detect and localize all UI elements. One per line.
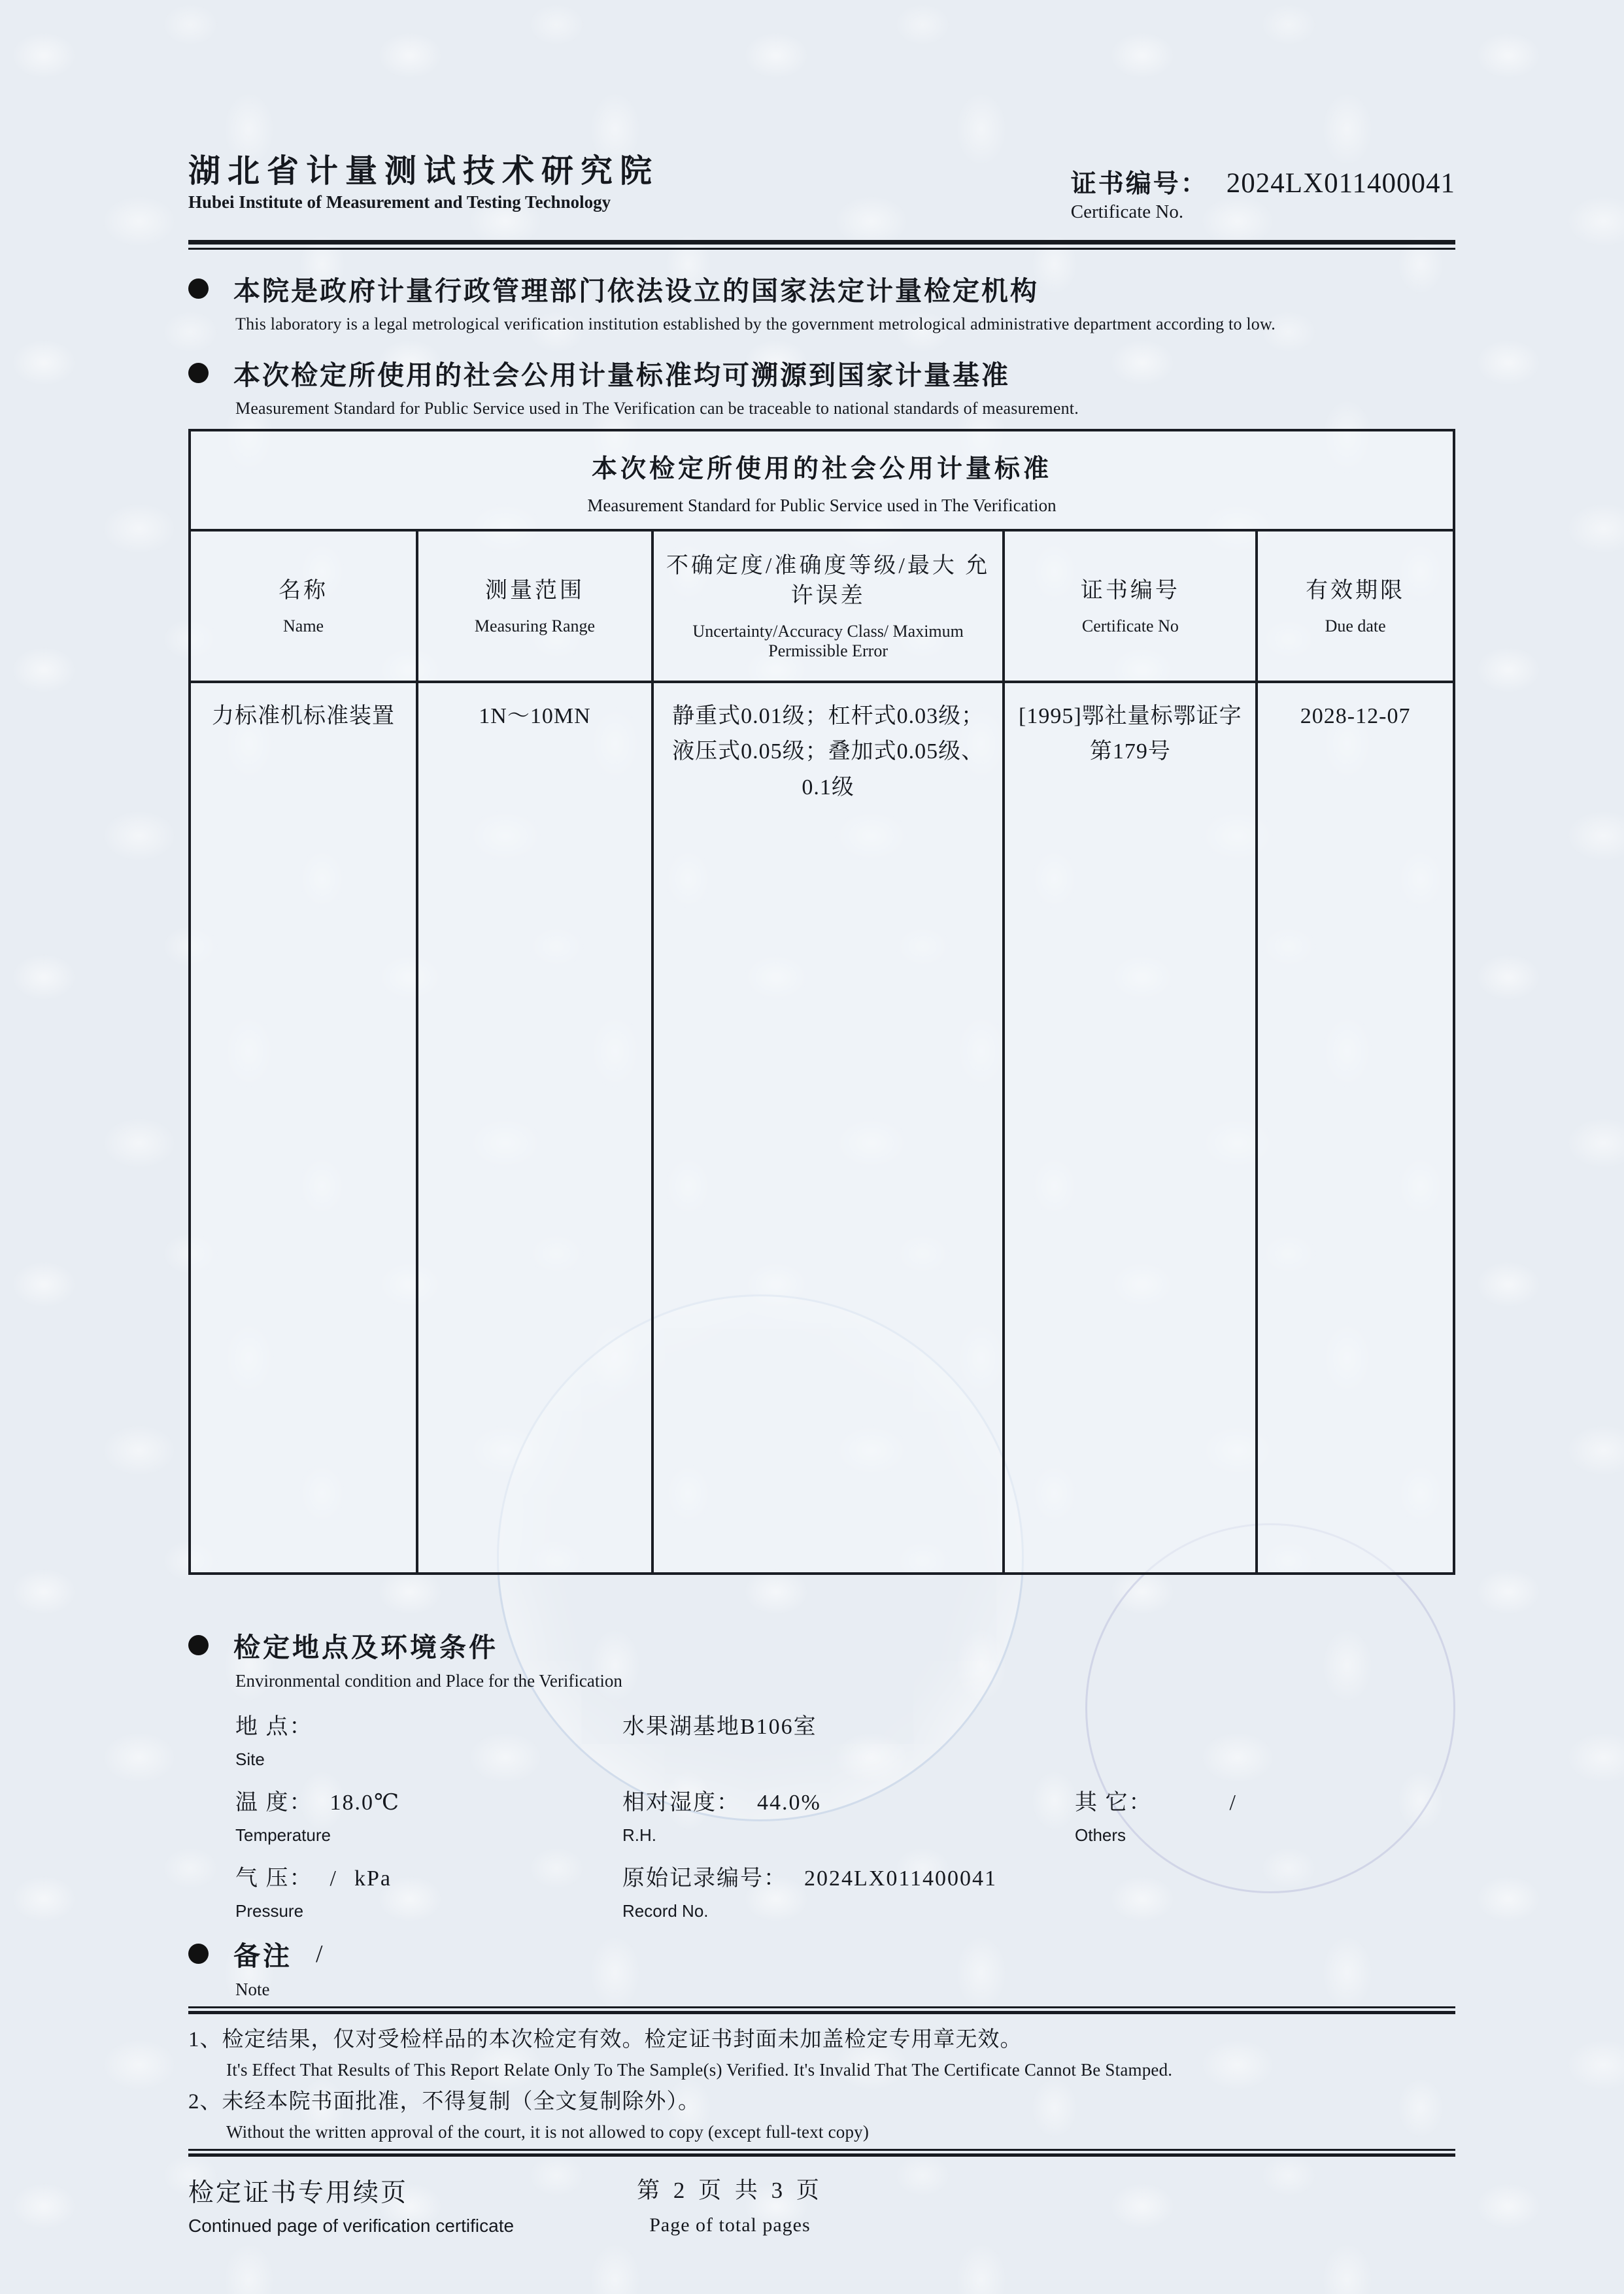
site-label-cn: 地 点： (235, 1715, 313, 1739)
environment-section-heading (188, 1626, 1455, 1664)
org-title-cn: 湖北省计量测试技术研究院 (188, 154, 660, 189)
footer-continued-block (188, 2172, 514, 2236)
footer-continued-en: Continued page of verification certificate (188, 2215, 515, 2236)
org-block (188, 154, 659, 212)
site-label-en: Site (235, 1749, 265, 1769)
site-value-wrap (622, 1708, 1455, 1770)
note-2-en: Without the written approval of the court, it is not allowed to copy (except full-text copy) (226, 2121, 870, 2142)
statement-legal-en: This laboratory is a legal metrological verification institution established by the government metrological administrative department according to low. (235, 314, 1276, 333)
table-title-en: Measurement Standard for Public Service used in The Verification (587, 496, 1057, 515)
column-header-uncertainty (652, 530, 1004, 682)
pressure-line (235, 1860, 622, 1892)
column-header-name-en: Name (283, 616, 324, 635)
column-header-duedate (1257, 530, 1454, 682)
temperature-value: 18.0℃ (330, 1791, 401, 1815)
table-header-row (190, 530, 1454, 682)
column-header-uncertainty-en: Uncertainty/Accuracy Class/ Maximum Permissible Error (692, 621, 964, 660)
column-header-certno (1004, 530, 1257, 682)
certificate-number-block (1071, 163, 1455, 223)
pressure-label-en: Pressure (235, 1901, 304, 1921)
environment-heading-en: Environmental condition and Place for the Verification (235, 1671, 622, 1691)
pressure-unit: kPa (354, 1866, 392, 1891)
header-divider (188, 240, 1455, 250)
pressure-field (235, 1860, 622, 1921)
remark-label-cn: 备注 (233, 1941, 292, 1971)
cell-due-date: 2028-12-07 (1257, 682, 1454, 1574)
remark-value: / (316, 1940, 323, 1968)
table-title-row (190, 430, 1454, 530)
column-header-range (417, 530, 652, 682)
notes-list (188, 2025, 1455, 2142)
cell-standard-name: 力标准机标准装置 (190, 682, 417, 1574)
humidity-label-en: R.H. (622, 1825, 656, 1845)
bullet-icon (188, 1944, 209, 1964)
temperature-field (235, 1784, 622, 1846)
footer-continued-cn: 检定证书专用续页 (188, 2178, 409, 2207)
pressure-label-cn: 气 压： (235, 1866, 313, 1891)
page-content (188, 0, 1455, 2236)
site-field (235, 1708, 622, 1770)
column-header-certno-en: Certificate No (1081, 616, 1179, 635)
pressure-value: / (330, 1866, 337, 1891)
column-header-range-cn: 测量范围 (484, 579, 584, 603)
certificate-number-label-en: Certificate No. (1070, 201, 1184, 222)
humidity-line (622, 1784, 1075, 1816)
column-header-uncertainty-cn: 不确定度/准确度等级/最大 允许误差 (666, 554, 990, 608)
footer (188, 2172, 1455, 2236)
statement-legal-cn: 本院是政府计量行政管理部门依法设立的国家法定计量检定机构 (233, 276, 1039, 306)
others-field (1075, 1784, 1455, 1846)
certificate-number-value: 2024LX011400041 (1226, 168, 1455, 199)
site-value: 水果湖基地B106室 (622, 1715, 817, 1739)
environment-heading-cn: 检定地点及环境条件 (233, 1632, 498, 1662)
remark-label-en: Note (235, 1980, 270, 1999)
humidity-value: 44.0% (757, 1791, 821, 1815)
record-value: 2024LX011400041 (804, 1866, 998, 1891)
statement-legal-cn-row (188, 269, 1455, 308)
others-line (1075, 1784, 1455, 1816)
page-number-en: Page of total pages (649, 2214, 811, 2236)
record-label-cn: 原始记录编号： (622, 1866, 787, 1891)
temperature-label-cn: 温 度： (235, 1791, 313, 1815)
record-label-en: Record No. (622, 1901, 709, 1921)
statement-traceable-en: Measurement Standard for Public Service used in The Verification can be traceable to national standards of measurement. (235, 399, 1079, 418)
remark-section (188, 1934, 1455, 1973)
bullet-icon (188, 278, 209, 299)
cell-certificate-no: [1995]鄂社量标鄂证字第179号 (1004, 682, 1257, 1574)
cell-uncertainty: 静重式0.01级；杠杆式0.03级；液压式0.05级；叠加式0.05级、0.1级 (652, 682, 1004, 1574)
org-title-en: Hubei Institute of Measurement and Testing Technology (188, 192, 611, 212)
table-row (190, 682, 1454, 1574)
humidity-field (622, 1784, 1075, 1846)
others-label-en: Others (1075, 1825, 1126, 1845)
table-title-cn: 本次检定所使用的社会公用计量标准 (591, 455, 1052, 483)
footer-page-block (637, 2172, 823, 2236)
statement-traceable (188, 354, 1455, 418)
others-label-cn: 其 它： (1075, 1791, 1153, 1815)
temperature-label-en: Temperature (235, 1825, 331, 1845)
column-header-name-cn: 名称 (279, 579, 329, 603)
column-header-duedate-cn: 有效期限 (1306, 579, 1406, 603)
humidity-label-cn: 相对湿度： (622, 1791, 740, 1815)
statement-traceable-cn-row (188, 354, 1455, 392)
temperature-line (235, 1784, 622, 1816)
cell-measuring-range: 1N～10MN (417, 682, 652, 1574)
others-value: / (1229, 1791, 1237, 1815)
column-header-name (190, 530, 417, 682)
statement-traceable-cn: 本次检定所使用的社会公用计量标准均可溯源到国家计量基准 (233, 360, 1010, 390)
bullet-icon (188, 363, 209, 383)
bullet-icon (188, 1635, 209, 1655)
note-1-cn: 1、检定结果，仅对受检样品的本次检定有效。检定证书封面未加盖检定专用章无效。 (188, 2028, 1023, 2051)
column-header-duedate-en: Due date (1325, 616, 1386, 635)
column-header-range-en: Measuring Range (474, 616, 596, 635)
column-header-certno-cn: 证书编号 (1080, 579, 1180, 603)
note-2-cn: 2、未经本院书面批准，不得复制（全文复制除外）。 (188, 2089, 700, 2114)
measurement-standards-table (188, 429, 1455, 1575)
page-number-cn: 第 2 页 共 3 页 (637, 2177, 823, 2203)
divider-line-thick (188, 240, 1455, 245)
record-line (622, 1860, 1455, 1892)
environment-grid (235, 1708, 1455, 1921)
divider-line-thin (188, 248, 1455, 250)
footer-divider (188, 2149, 1455, 2157)
certificate-number-line (1071, 163, 1455, 200)
notes-divider (188, 2006, 1455, 2014)
header (188, 154, 1455, 223)
note-1-en: It's Effect That Results of This Report Relate Only To The Sample(s) Verified. It's Invalid That The Certificate Cannot Be Stamped. (226, 2059, 1173, 2080)
certificate-number-label-cn: 证书编号： (1070, 170, 1208, 198)
statement-legal (188, 269, 1455, 334)
table-title-cell (190, 430, 1454, 530)
record-field (622, 1860, 1455, 1921)
